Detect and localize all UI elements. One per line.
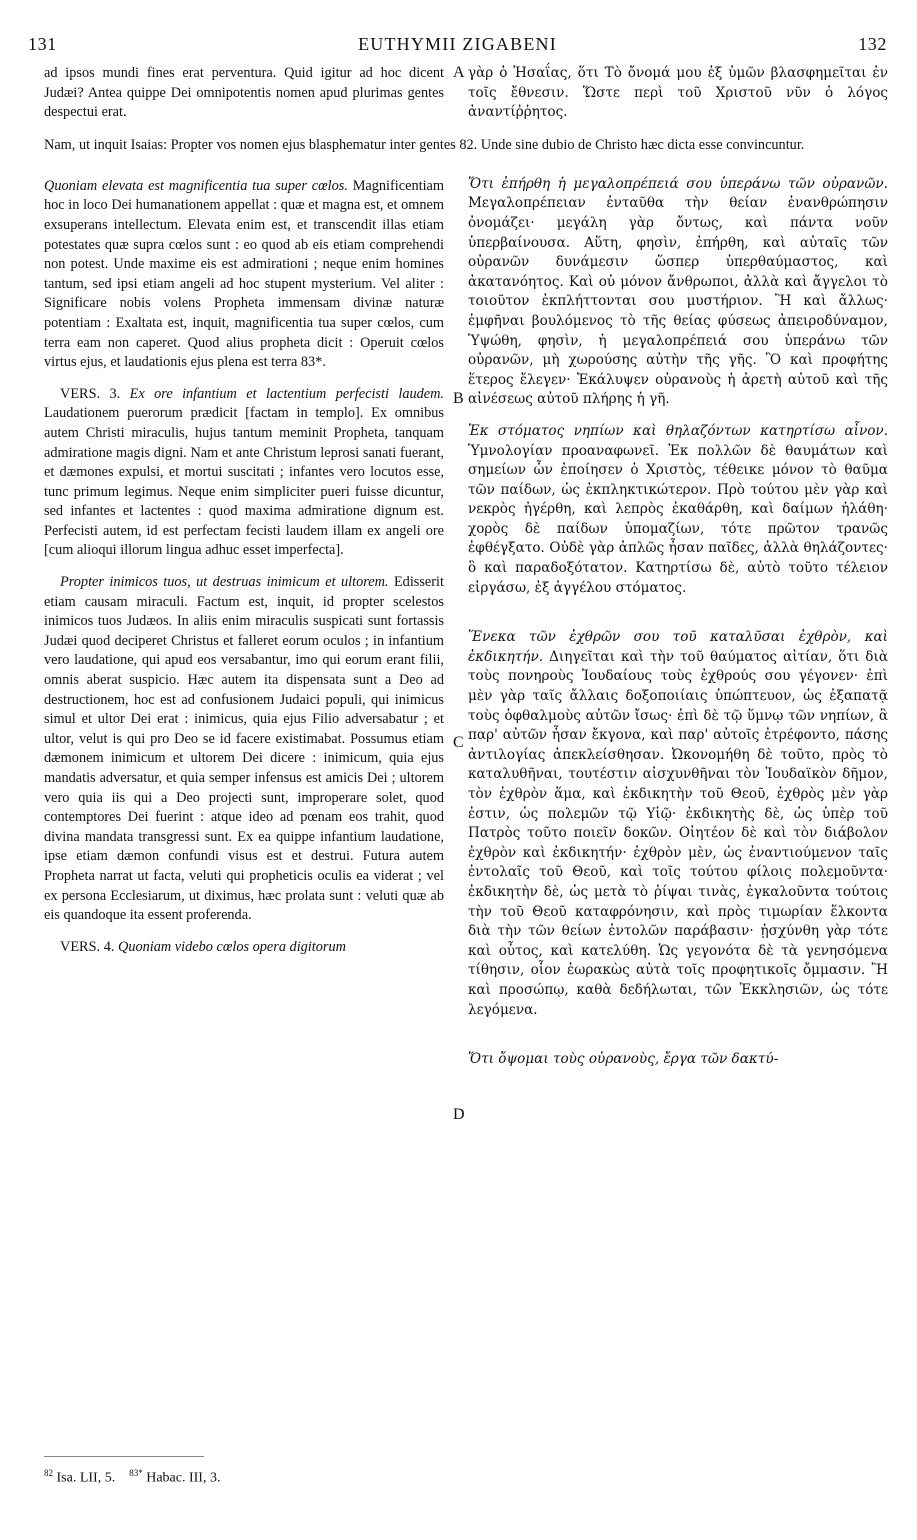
footnote-1-mark: 82 [44,1468,53,1478]
page-number-left: 131 [28,34,57,54]
margin-letter-a: A [453,64,465,81]
greek-paragraph-3 [468,422,888,598]
greek-paragraph-1: γὰρ ὁ Ἡσαΐας, ὅτι Τὸ ὄνομά μου ἐξ ὑμῶν βλασφημεῖται ἐν τοῖς ἔθνεσιν. Ὥστε περὶ τοῦ Χριστοῦ νῦν ὁ λόγος ἀναντίῤῥητος. [468,65,888,121]
latin-paragraph-5 [44,938,444,958]
greek-paragraph-5 [468,1050,888,1070]
latin-verse-ref-3: VERS. 3. [60,385,121,402]
footnote-1-text: Isa. LII, 5. [56,1470,116,1486]
greek-paragraph-4 [468,628,888,1020]
greek-column [468,64,888,1070]
latin-lemma-4: Propter inimicos tuos, ut destruas inimicum et ultorem. [60,574,389,591]
greek-lemma-5: Ὅτι ὄψομαι τοὺς οὐρανοὺς, ἔργα τῶν δακτύ- [468,1051,779,1068]
greek-lemma-2: Ὅτι ἐπήρθη ἡ μεγαλοπρέπειά σου ὑπεράνω τῶν οὐρανῶν. [468,175,888,192]
latin-spanning-line: Nam, ut inquit Isaias: Propter vos nomen ejus blasphematur inter gentes 82. Unde sine dubio de Christo hæc dicta esse convincuntur. [44,137,805,153]
latin-lemma-5: Quoniam videbo cœlos opera digitorum [118,938,346,955]
latin-commentary-3: Laudationem puerorum prædicit [factam in templo]. Ex omnibus autem Christi miraculis, hujus tantum meminit Propheta, tanquam admiratione magis digni. Nam et ante Christum leprosi sanati fuerant, et dæmones expulsi, et mortui suscitati ; infantes vero locutos esse, tunc primum legimus. Neque enim simpliciter pueri fuisse dicuntur, sed infantes et lactentes : quod maxima admiratione dignum est. Perfecisti autem, id est perfectam fecisti laudem illam ex angeli ore [cum alioqui illorum lingua adhuc esset imperfecta]. [44,405,444,559]
greek-commentary-2: Μεγαλοπρέπειαν ἐνταῦθα τὴν θείαν ἐνανθρώπησιν ὀνομάζει· μεγάλη γὰρ ὄντως, καὶ πάντα νοῦν ὑπερβαίνουσα. Αὕτη, φησὶν, ἐπήρθη, καὶ αὐταῖς τῶν οὐρανῶν δυνάμεσιν ὥσπερ ὑπερθαύμαστος, καὶ ἀκατανόητος. Καὶ οὐ μόνον ἄνθρωποι, ἀλλὰ καὶ ἄγγελοι τὸ τοιοῦτον ἐκπλήττονται σου μυστήριον. Ἢ καὶ ἄλλως· ἐμφῆναι βουλόμενος τὸ τῆς θείας φύσεως ἀπειροδύναμον, Ὑψώθη, φησὶν, ἡ μεγαλοπρέπειά σου ὑπεράνω τῶν οὐρανῶν, μὴ χωρούσης αὐτὴν τῆς γῆς. Ὃ καὶ προφήτης ἕτερος ἔλεγεν· Ἐκάλυψεν οὐρανοὺς ἡ ἀρετὴ αὐτοῦ καὶ τῆς αἰνέσεως αὐτοῦ πλήρης ἡ γῆ. [468,195,888,408]
running-title: EUTHYMII ZIGABENI [358,34,557,54]
footnote-2-text: Habac. III, 3. [146,1470,221,1486]
footnote-2-mark: 83* [129,1468,143,1478]
latin-column [44,64,444,957]
latin-paragraph-1: ad ipsos mundi fines erat perventura. Quid igitur ad hoc dicent Judæi? Antea quippe Dei omnipotentis nomen apud plurimas gentes despectui erat. [44,65,444,121]
margin-letter-c: C [453,734,464,751]
running-head [28,34,887,58]
latin-paragraph-4 [44,573,444,926]
latin-commentary-2: Magnificentiam hoc in loco Dei humanationem appellat : quæ et magna est, et omnem exsuperans intellectum. Elevata enim est, et transcendit illas etiam potestates quæ supra cœlos sunt : eo quod ab eis etiam comprehendi non potest. Unde maxime eis est admirationi ; neque enim homines tantum, sed ipsi etiam angeli ad hoc stupent mysterium. Vel aliter : Significare nobis volens Propheta immensam divinæ naturæ potentiam : Exaltata est, inquit, magnificentia tua super cœlos, cum terra eam non caperet. Quod alius propheta dicit : Operuit cœlos virtus ejus, et laudationis ejus plena est terra 83*. [44,177,445,371]
footnote-rule [44,1456,204,1457]
greek-commentary-4: Διηγεῖται καὶ τὴν τοῦ θαύματος αἰτίαν, ὅτι διὰ τοὺς πονηροὺς Ἰουδαίους τοὺς ἐχθρούς σου γέγονεν· ἐπὶ μὲν γὰρ ταῖς ἄλλαις δοξοποιίαις ὑπώπτευον, ὡς ἐξαπατᾷ τοὺς ὀφθαλμοὺς αὐτῶν ἴσως· ἐπὶ δὲ τῷ ὕμνῳ τῶν νηπίων, ἃ παρ' αὐτῶν ἦσαν ἔκγονα, καὶ παρ' αὐτοῖς ἐτρέφοντο, πάσης ἀντιλογίας ἀπεκλείσθησαν. Ὠκονομήθη δὲ τοῦτο, πρὸς τὸ καταλυθῆναι, τουτέστιν αἰσχυνθῆναι τὸν Ἰουδαϊκὸν δῆμον, τὸν ἐχθρὸν ἅμα, καὶ ἐκδικητὴν τοῦ Θεοῦ, ἐχθρὸς μὲν γὰρ ἐστιν, ὡς πολεμῶν τῷ Υἱῷ· ἐκδικητὴς δὲ, ὡς ὑπὲρ τοῦ Πατρὸς τοῦτο ποιεῖν δοκῶν. Οἰητέον δὲ καὶ τὸν διάβολον ἐχθρὸν καὶ ἐκδικητήν· ἐχθρὸν μὲν, ὡς ἐναντιούμενον ταῖς ἐντολαῖς τοῦ Θεοῦ, καὶ τοῖς τούτου φίλοις πολεμοῦντα· ἐκδικητὴν δὲ, ὡς μετὰ τὸ ῥίψαι τινὰς, ἐγκαλοῦντα τούτοις τὴν τοῦ Θεοῦ καταφρόνησιν, καὶ πρὸς τιμωρίαν ἕλκοντα διὰ τὴν τῶν θείων ἐντολῶν παράβασιν· ᾐσχύνθη γὰρ τότε καὶ οὗτος, καὶ κατελύθη. Ὡς γεγονότα δὲ τὰ γενησόμενα τίθησιν, οἷον ἑωρακὼς αὐτὰ τοῖς προφητικοῖς ὄμμασιν. Ἢ καὶ προσώπῳ, καθὰ δεδήλωται, τῶν Ἐκκλησιῶν, ὡς τότε λεγόμενα. [468,648,889,1018]
latin-verse-ref-5: VERS. 4. [60,938,115,955]
margin-letter-b: B [453,390,464,407]
greek-paragraph-2 [468,175,888,410]
page-number-right: 132 [858,34,887,54]
latin-paragraph-2 [44,177,444,373]
greek-lemma-4: Ἕνεκα τῶν ἐχθρῶν σου τοῦ καταλῦσαι ἐχθρὸν, καὶ ἐκδικητήν. [468,629,888,665]
greek-lemma-3: Ἐκ στόματος νηπίων καὶ θηλαζόντων κατηρτίσω αἶνον. [468,422,888,439]
latin-paragraph-3 [44,385,444,561]
latin-lemma-2: Quoniam elevata est magnificentia tua super cœlos. [44,177,348,194]
latin-lemma-3: Ex ore infantium et lactentium perfecisti laudem. [129,385,445,402]
footnotes [44,1468,220,1487]
margin-letter-d: D [453,1106,465,1123]
greek-commentary-3: Ὑμνολογίαν προαναφωνεῖ. Ἐκ πολλῶν δὲ θαυμάτων καὶ σημείων ὧν ἐποίησεν ὁ Χριστὸς, τέθεικε μόνον τὸ θαῦμα τῶν παίδων, ὡς ἐκπληκτικώτερον. Πρὸ τούτου μὲν γὰρ καὶ νεκρὸς ἠγέρθη, καὶ λεπρὸς ἐκαθάρθη, καὶ δαίμων ἠλάθη· χορὸς δὲ παίδων ὑπομαζίων, τότε πρῶτον τρανῶς ἐφθέγξατο. Οὐδὲ γὰρ ἁπλῶς ἦσαν παῖδες, ἀλλὰ θηλάζοντες· ὃ καὶ παραδοξότατον. Κατηρτίσω δὲ, αὐτὸ τοῦτο τέλειον εἰργάσω, ἐξ ἀγγέλου στόματος. [468,442,888,596]
latin-commentary-4: Edisserit etiam causam miraculi. Factum est, inquit, id propter scelestos inimicos tuos Judæos. In aliis enim miraculis suspicati sunt fortassis Judæi quod deciperet Christus et falleret eorum oculos ; in infantium vero laudatione, qui apud eos versabantur, imo qui eorum erant filii, omnis aberat suspicio. Hæc autem ita dispensata sunt a Deo ad destructionem, hoc est ad confusionem Judaici populi, qui inimicus simul et ultor Dei erat : inimicus, quia ejus Filio adversabatur ; et ultor, velut is qui pro Deo se id facere existimabat. Possumus etiam dæmonem inimicum et ultorem Dei dicere : inimicum, quia ejus mandatis adversatur, et quia semper infensus est amicis Dei ; ultorem vero quia iis qui a Deo projecti sunt, improperare solet, quod contemptores Dei fuerint : atque ideo ad pœnam eos trahit, quod divina mandata transgressi sunt. Ex ea quippe infantium laudatione, ipse etiam dæmon confundi visus est et destrui. Futura autem Propheta narrat ut facta, veluti qui propheticis oculis ea viderat ; vel ex persona Ecclesiarum, ut diximus, hæc prolata sunt : veluti quæ ab eis quandoque ita essent proferenda. [44,574,444,924]
